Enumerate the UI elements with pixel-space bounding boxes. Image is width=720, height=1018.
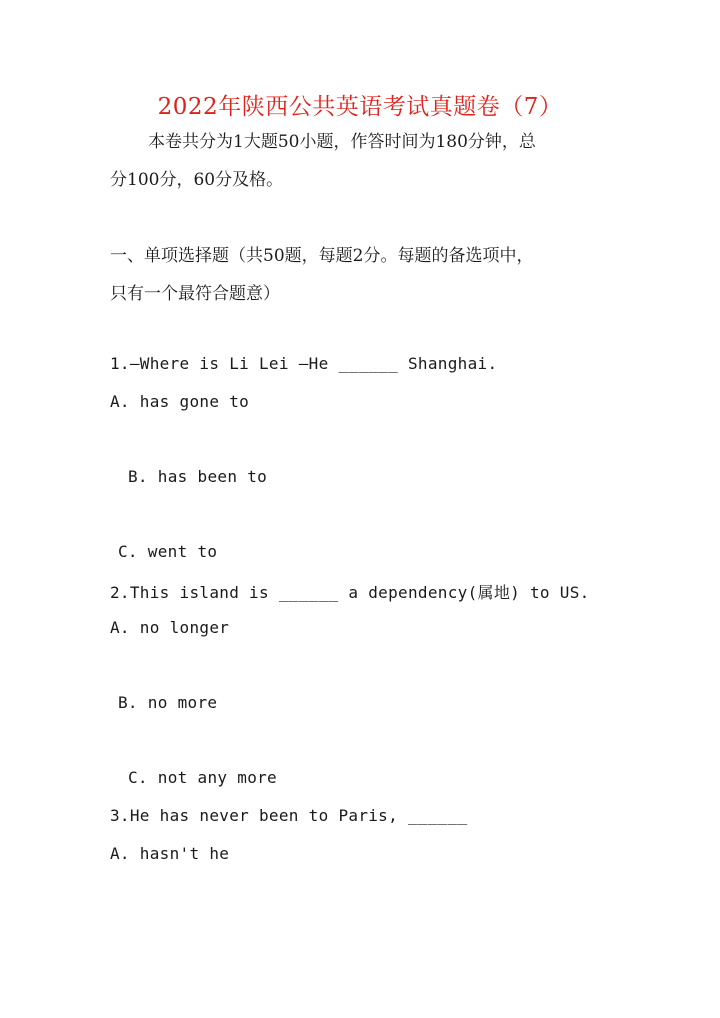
question-3-stem: 3.He has never been to Paris, ______ — [110, 806, 468, 825]
intro-text-line-1: 本卷共分为1大题50小题，作答时间为180分钟，总 — [148, 132, 536, 152]
question-1-option-c: C. went to — [118, 542, 218, 561]
question-2-stem: 2.This island is ______ a dependency(属地) to US. — [110, 583, 590, 602]
question-1-stem: 1.—Where is Li Lei —He ______ Shanghai. — [110, 354, 498, 373]
question-2-option-b: B. no more — [118, 693, 218, 712]
question-1-option-a: A. has gone to — [110, 392, 250, 411]
question-2-option-c: C. not any more — [128, 768, 277, 787]
question-1-option-b: B. has been to — [128, 467, 268, 486]
document-title: 2022年陕西公共英语考试真题卷（7） — [157, 94, 563, 120]
intro-text-line-2: 分100分，60分及格。 — [110, 170, 284, 190]
question-2-option-a: A. no longer — [110, 618, 230, 637]
section-heading-line-1: 一、单项选择题（共50题，每题2分。每题的备选项中， — [110, 246, 534, 266]
section-heading-line-2: 只有一个最符合题意） — [110, 284, 280, 304]
question-3-option-a: A. hasn't he — [110, 844, 230, 863]
